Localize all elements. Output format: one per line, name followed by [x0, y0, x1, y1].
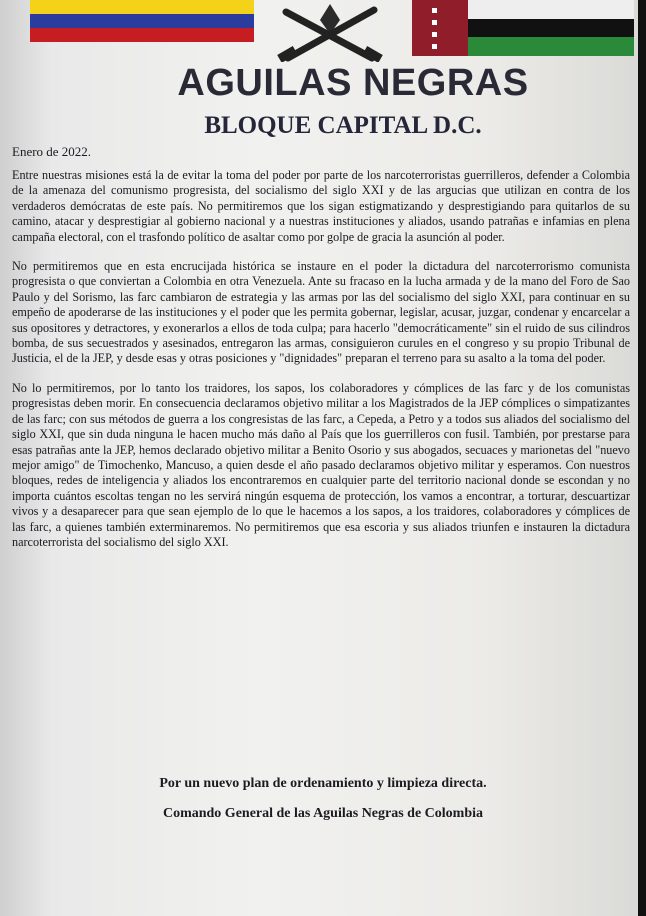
document-date: Enero de 2022.	[12, 144, 92, 159]
document-subtitle: BLOQUE CAPITAL D.C.	[204, 112, 482, 139]
colombia-flag-icon	[30, 0, 254, 42]
document-title: AGUILAS NEGRAS	[177, 62, 529, 104]
crossed-rifles-emblem-icon	[270, 0, 390, 62]
paragraph-2: No permitiremos que en esta encrucijada histórica se instaure en el poder la dictadura del narcoterrorismo comunista progresista o que conviertan a Colombia en otra Venezuela. Ante su fracaso en la lucha armada y de la mano del Foro de Sao Paulo y del Sorismo, las farc cambiaron de estrategia y las armas por las del socialismo del siglo XXI, para continuar en su empeño de apoderarse de las instituciones y el poder que les permita gobernar, legislar, acusar, juzgar, condenar y encarcelar a sus opositores y detractores, y exonerarlos a ellos de toda culpa; para hacerlo "democráticamente" sin el ruido de sus cilindros bomba, de sus secuestrados y asesinados, entregaron las armas, consiguieron curules en el congreso y su propio Tribunal de Justicia, el de la JEP, y desde esas y otras posiciones y "dignidades" preparan el terreno para su asalto a la toma del poder.	[12, 259, 630, 366]
paragraph-1: Entre nuestras misiones está la de evitar la toma del poder por parte de los narcoterroristas guerrilleros, defender a Colombia de la amenaza del comunismo progresista, del socialismo del siglo XXI y de las argucias que utilizan en contra de los verdaderos demócratas de este país. No permitiremos que los sigan estigmatizando y desprestigiando para quitarlos de su camino, atacar y desprestigiar al gobierno nacional y a nuestras instituciones y aliados, usando patrañas e infamias en plena campaña electoral, con el trasfondo político de asaltar como por golpe de gracia la asunción al poder.	[12, 168, 630, 244]
closing-signature: Comando General de las Aguilas Negras de Colombia	[162, 806, 484, 821]
paragraph-3: No lo permitiremos, por lo tanto los traidores, los sapos, los colaboradores y cómplices de las farc y de los comunistas progresistas deben morir. En consecuencia declaramos objetivo militar a los Magistrados de la JEP cómplices o simpatizantes de las farc; con sus métodos de guerra a los congresistas de las farc, a Cepeda, a Petro y a todos sus aliados del socialismo del siglo XXI, que sin duda ninguna le hacen mucho más daño al País que los guerrilleros con fusil. También, por prestarse para esas patrañas ante la JEP, hemos declarado objetivo militar a Benito Osorio y sus abogados, secuaces y marionetas del "nuevo mejor amigo" de Timochenko, Mancuso, a quien desde el año pasado declaramos objetivo militar y esperamos. Con nuestros bloques, redes de inteligencia y aliados los encontraremos en cualquier parte del territorio nacional donde se escondan y no importa cuántos escoltas tengan no les servirá ningún esquema de protección, los vamos a encontrar, a torturar, descuartizar vivos y a desaparecer para que sean ejemplo de lo que le hacemos a los sapos, a los traidores, colaboradores y cómplices de las farc, a quienes también exterminaremos. No permitiremos que esa escoria y sus aliados triunfen e instauren la dictadura narcoterrorista del socialismo del siglo XXI.	[12, 380, 630, 549]
document-body	[12, 168, 630, 564]
striped-flag-icon	[412, 0, 634, 56]
closing-slogan: Por un nuevo plan de ordenamiento y limpieza directa.	[159, 776, 487, 791]
